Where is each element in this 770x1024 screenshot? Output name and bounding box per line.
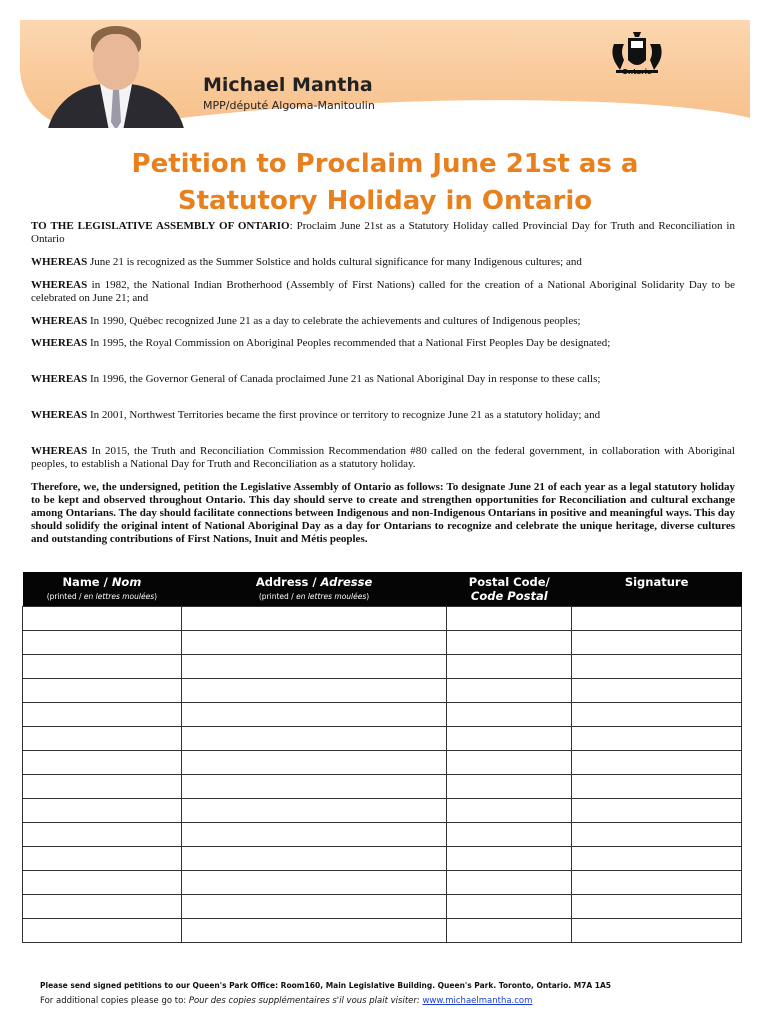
column-header-address: Address / Adresse (printed / en lettres moulées) (181, 572, 447, 606)
signature-cell[interactable] (572, 774, 742, 798)
signature-cell[interactable] (572, 606, 742, 630)
table-header-row (23, 572, 742, 606)
postal-code-cell[interactable] (447, 726, 572, 750)
table-row (23, 918, 742, 942)
name-cell[interactable] (23, 654, 182, 678)
postal-code-cell[interactable] (447, 702, 572, 726)
mpp-role: MPP/député Algoma-Manitoulin (203, 99, 375, 112)
column-header-postal-code: Postal Code/ Code Postal (447, 572, 572, 606)
paragraph-lead: WHEREAS (31, 315, 88, 327)
signature-cell[interactable] (572, 630, 742, 654)
paragraph-whereas-5 (31, 373, 735, 386)
table-row (23, 726, 742, 750)
table-row (23, 870, 742, 894)
address-cell[interactable] (181, 606, 447, 630)
column-header-signature: Signature (572, 572, 742, 606)
signature-cell[interactable] (572, 678, 742, 702)
table-row (23, 822, 742, 846)
address-cell[interactable] (181, 678, 447, 702)
address-cell[interactable] (181, 726, 447, 750)
mailing-instructions: Please send signed petitions to our Queen's Park Office: Room160, Main Legislative Building. Queen's Park. Toronto, Ontario. M7A 1A5 (40, 981, 612, 990)
name-cell[interactable] (23, 606, 182, 630)
paragraph-whereas-3 (31, 315, 735, 328)
address-cell[interactable] (181, 702, 447, 726)
paragraph-whereas-2 (31, 279, 735, 305)
paragraph-lead: WHEREAS (31, 409, 88, 421)
title-line-1: Petition to Proclaim June 21st as a (131, 149, 639, 179)
postal-code-cell[interactable] (447, 606, 572, 630)
name-cell[interactable] (23, 774, 182, 798)
signature-cell[interactable] (572, 798, 742, 822)
name-cell[interactable] (23, 918, 182, 942)
table-row (23, 630, 742, 654)
address-cell[interactable] (181, 894, 447, 918)
table-row (23, 654, 742, 678)
address-cell[interactable] (181, 750, 447, 774)
paragraph-addressee (31, 220, 735, 246)
table-row (23, 774, 742, 798)
paragraph-whereas-6 (31, 409, 735, 422)
postal-code-cell[interactable] (447, 822, 572, 846)
table-row (23, 750, 742, 774)
name-cell[interactable] (23, 870, 182, 894)
postal-code-cell[interactable] (447, 894, 572, 918)
signature-cell[interactable] (572, 654, 742, 678)
paragraph-text: In 2015, the Truth and Reconciliation Commission Recommendation #80 called on the federal government, in collaboration with Aboriginal peoples, to establish a National Day for Truth and Reconciliation as a statutory holiday. (31, 445, 735, 470)
address-cell[interactable] (181, 630, 447, 654)
address-cell[interactable] (181, 822, 447, 846)
paragraph-whereas-7 (31, 445, 735, 471)
name-cell[interactable] (23, 630, 182, 654)
address-cell[interactable] (181, 870, 447, 894)
column-header-name: Name / Nom (printed / en lettres moulées) (23, 572, 182, 606)
title-line-2: Statutory Holiday in Ontario (177, 186, 593, 216)
table-row (23, 678, 742, 702)
postal-code-cell[interactable] (447, 918, 572, 942)
copies-note: For additional copies please go to: Pour des copies supplémentaires s'il vous plait visiter: www.michaelmantha.com (40, 996, 533, 1006)
paragraph-text: June 21 is recognized as the Summer Solstice and holds cultural significance for many Indigenous cultures; and (87, 256, 582, 268)
paragraph-text: In 1990, Québec recognized June 21 as a day to celebrate the achievements and cultures of Indigenous peoples; (87, 315, 581, 327)
name-cell[interactable] (23, 798, 182, 822)
address-cell[interactable] (181, 654, 447, 678)
paragraph-lead: WHEREAS (31, 337, 88, 349)
mpp-portrait-photo (38, 22, 188, 128)
paragraph-text: In 2001, Northwest Territories became the first province or territory to recognize June 21 as a statutory holiday; and (87, 409, 601, 421)
petition-title (0, 146, 770, 220)
paragraph-lead: WHEREAS (31, 445, 88, 457)
postal-code-cell[interactable] (447, 678, 572, 702)
paragraph-lead: WHEREAS (31, 373, 88, 385)
paragraph-text: : Proclaim June 21st as a Statutory Holiday called Provincial Day for Truth and Reconciliation in Ontario (31, 220, 735, 245)
name-cell[interactable] (23, 822, 182, 846)
table-row (23, 894, 742, 918)
website-link[interactable]: www.michaelmantha.com (422, 996, 533, 1006)
paragraph-lead: TO THE LEGISLATIVE ASSEMBLY OF ONTARIO (31, 220, 290, 232)
name-cell[interactable] (23, 678, 182, 702)
postal-code-cell[interactable] (447, 654, 572, 678)
name-cell[interactable] (23, 726, 182, 750)
paragraph-whereas-1 (31, 256, 735, 269)
signature-cell[interactable] (572, 702, 742, 726)
address-cell[interactable] (181, 918, 447, 942)
address-cell[interactable] (181, 774, 447, 798)
paragraph-text: In 1996, the Governor General of Canada proclaimed June 21 as National Aboriginal Day in response to these calls; (87, 373, 601, 385)
paragraph-text: in 1982, the National Indian Brotherhood (Assembly of First Nations) called for the creation of a National Aboriginal Solidarity Day to be celebrated on June 21; and (31, 279, 735, 304)
name-cell[interactable] (23, 846, 182, 870)
name-cell[interactable] (23, 894, 182, 918)
mpp-name: Michael Mantha (203, 74, 373, 96)
ontario-logo-label: Ontario (622, 68, 652, 76)
signature-cell[interactable] (572, 822, 742, 846)
signature-cell[interactable] (572, 870, 742, 894)
table-row (23, 798, 742, 822)
signature-cell[interactable] (572, 894, 742, 918)
paragraph-lead: WHEREAS (31, 279, 88, 291)
table-row (23, 606, 742, 630)
signature-cell[interactable] (572, 846, 742, 870)
name-cell[interactable] (23, 702, 182, 726)
postal-code-cell[interactable] (447, 870, 572, 894)
paragraph-lead: WHEREAS (31, 256, 88, 268)
postal-code-cell[interactable] (447, 630, 572, 654)
petition-resolution: Therefore, we, the undersigned, petition the Legislative Assembly of Ontario as follows: To designate June 21 of each year as a legal statutory holiday to be kept and observed throughout Ontario. This day should serve to create and strengthen opportunities for Reconciliation and cultural exchange among Ontarians. The day should facilitate connections between Indigenous and non-Indigenous Ontarians in positive and meaningful ways. This day should solidify the original intent of National Aboriginal Day as a day for Ontarians to recognize and celebrate the unique heritage, diverse cultures and outstanding contributions of First Nations, Inuit and Métis peoples. (31, 481, 735, 545)
postal-code-cell[interactable] (447, 846, 572, 870)
paragraph-text: In 1995, the Royal Commission on Aboriginal Peoples recommended that a National First Peoples Day be designated; (87, 337, 611, 349)
paragraph-whereas-4 (31, 337, 735, 350)
signature-cell[interactable] (572, 918, 742, 942)
signature-table (22, 572, 742, 943)
postal-code-cell[interactable] (447, 750, 572, 774)
signature-cell[interactable] (572, 726, 742, 750)
signature-cell[interactable] (572, 750, 742, 774)
address-cell[interactable] (181, 798, 447, 822)
address-cell[interactable] (181, 846, 447, 870)
postal-code-cell[interactable] (447, 774, 572, 798)
table-row (23, 702, 742, 726)
postal-code-cell[interactable] (447, 798, 572, 822)
table-row (23, 846, 742, 870)
name-cell[interactable] (23, 750, 182, 774)
